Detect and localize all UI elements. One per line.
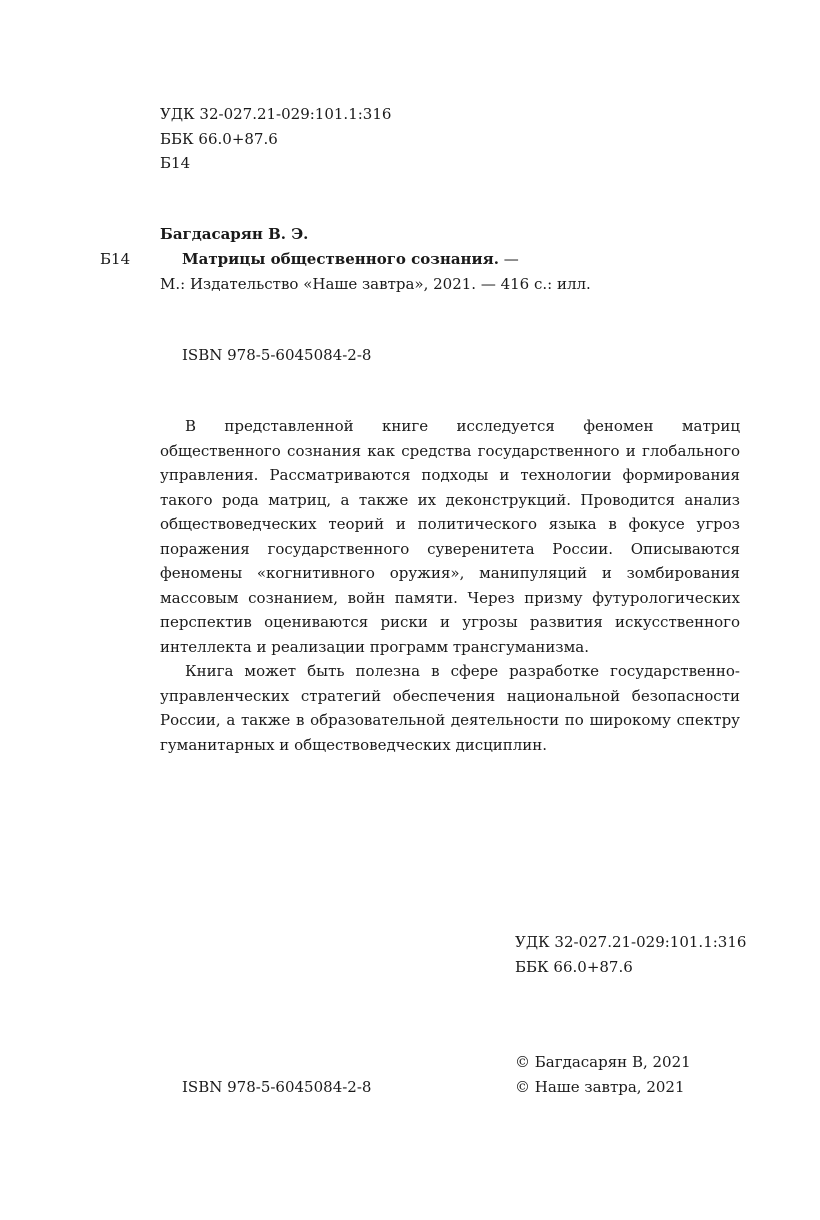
abstract — [160, 414, 740, 757]
isbn-bottom: ISBN 978-5-6045084-2-8 — [182, 1078, 372, 1096]
side-code: Б14 — [100, 250, 131, 268]
abstract-paragraph-1: В представленной книге исследуется феномен матриц общественного сознания как средства государственного и глобального управления. Рассматриваются подходы и технологии формирования такого рода матриц, а также их деконструкций. Проводится анализ обществоведческих теорий и политического языка в фокусе угроз поражения государственного суверенитета России. Описываются феномены «когнитивного оружия», манипуляций и зомбирования массовым сознанием, войн памяти. Через призму футурологических перспектив оцениваются риски и угрозы развития искусственного интеллекта и реализации программ трансгуманизма. — [160, 417, 740, 656]
header-bbk: ББК 66.0+87.6 — [160, 130, 278, 148]
book-title: Матрицы общественного сознания. — [182, 250, 499, 268]
copyright-author: © Багдасарян В, 2021 — [515, 1053, 691, 1071]
abstract-paragraph-2: Книга может быть полезна в сфере разработке государственно-управленческих стратегий обеспечения национальной безопасности России, а также в образовательной деятельности по широкому спектру гуманитарных и обществоведческих дисциплин. — [160, 662, 740, 754]
book-title-line — [182, 247, 519, 271]
imprint: М.: Издательство «Наше завтра», 2021. — 416 с.: илл. — [160, 275, 591, 293]
header-udk: УДК 32-027.21-029:101.1:316 — [160, 105, 392, 123]
isbn-top: ISBN 978-5-6045084-2-8 — [182, 346, 372, 364]
footer-bbk: ББК 66.0+87.6 — [515, 958, 633, 976]
author-name: Багдасарян В. Э. — [160, 225, 309, 243]
title-dash: — — [498, 250, 519, 268]
footer-udk: УДК 32-027.21-029:101.1:316 — [515, 933, 747, 951]
header-code: Б14 — [160, 154, 191, 172]
copyright-publisher: © Наше завтра, 2021 — [515, 1078, 685, 1096]
